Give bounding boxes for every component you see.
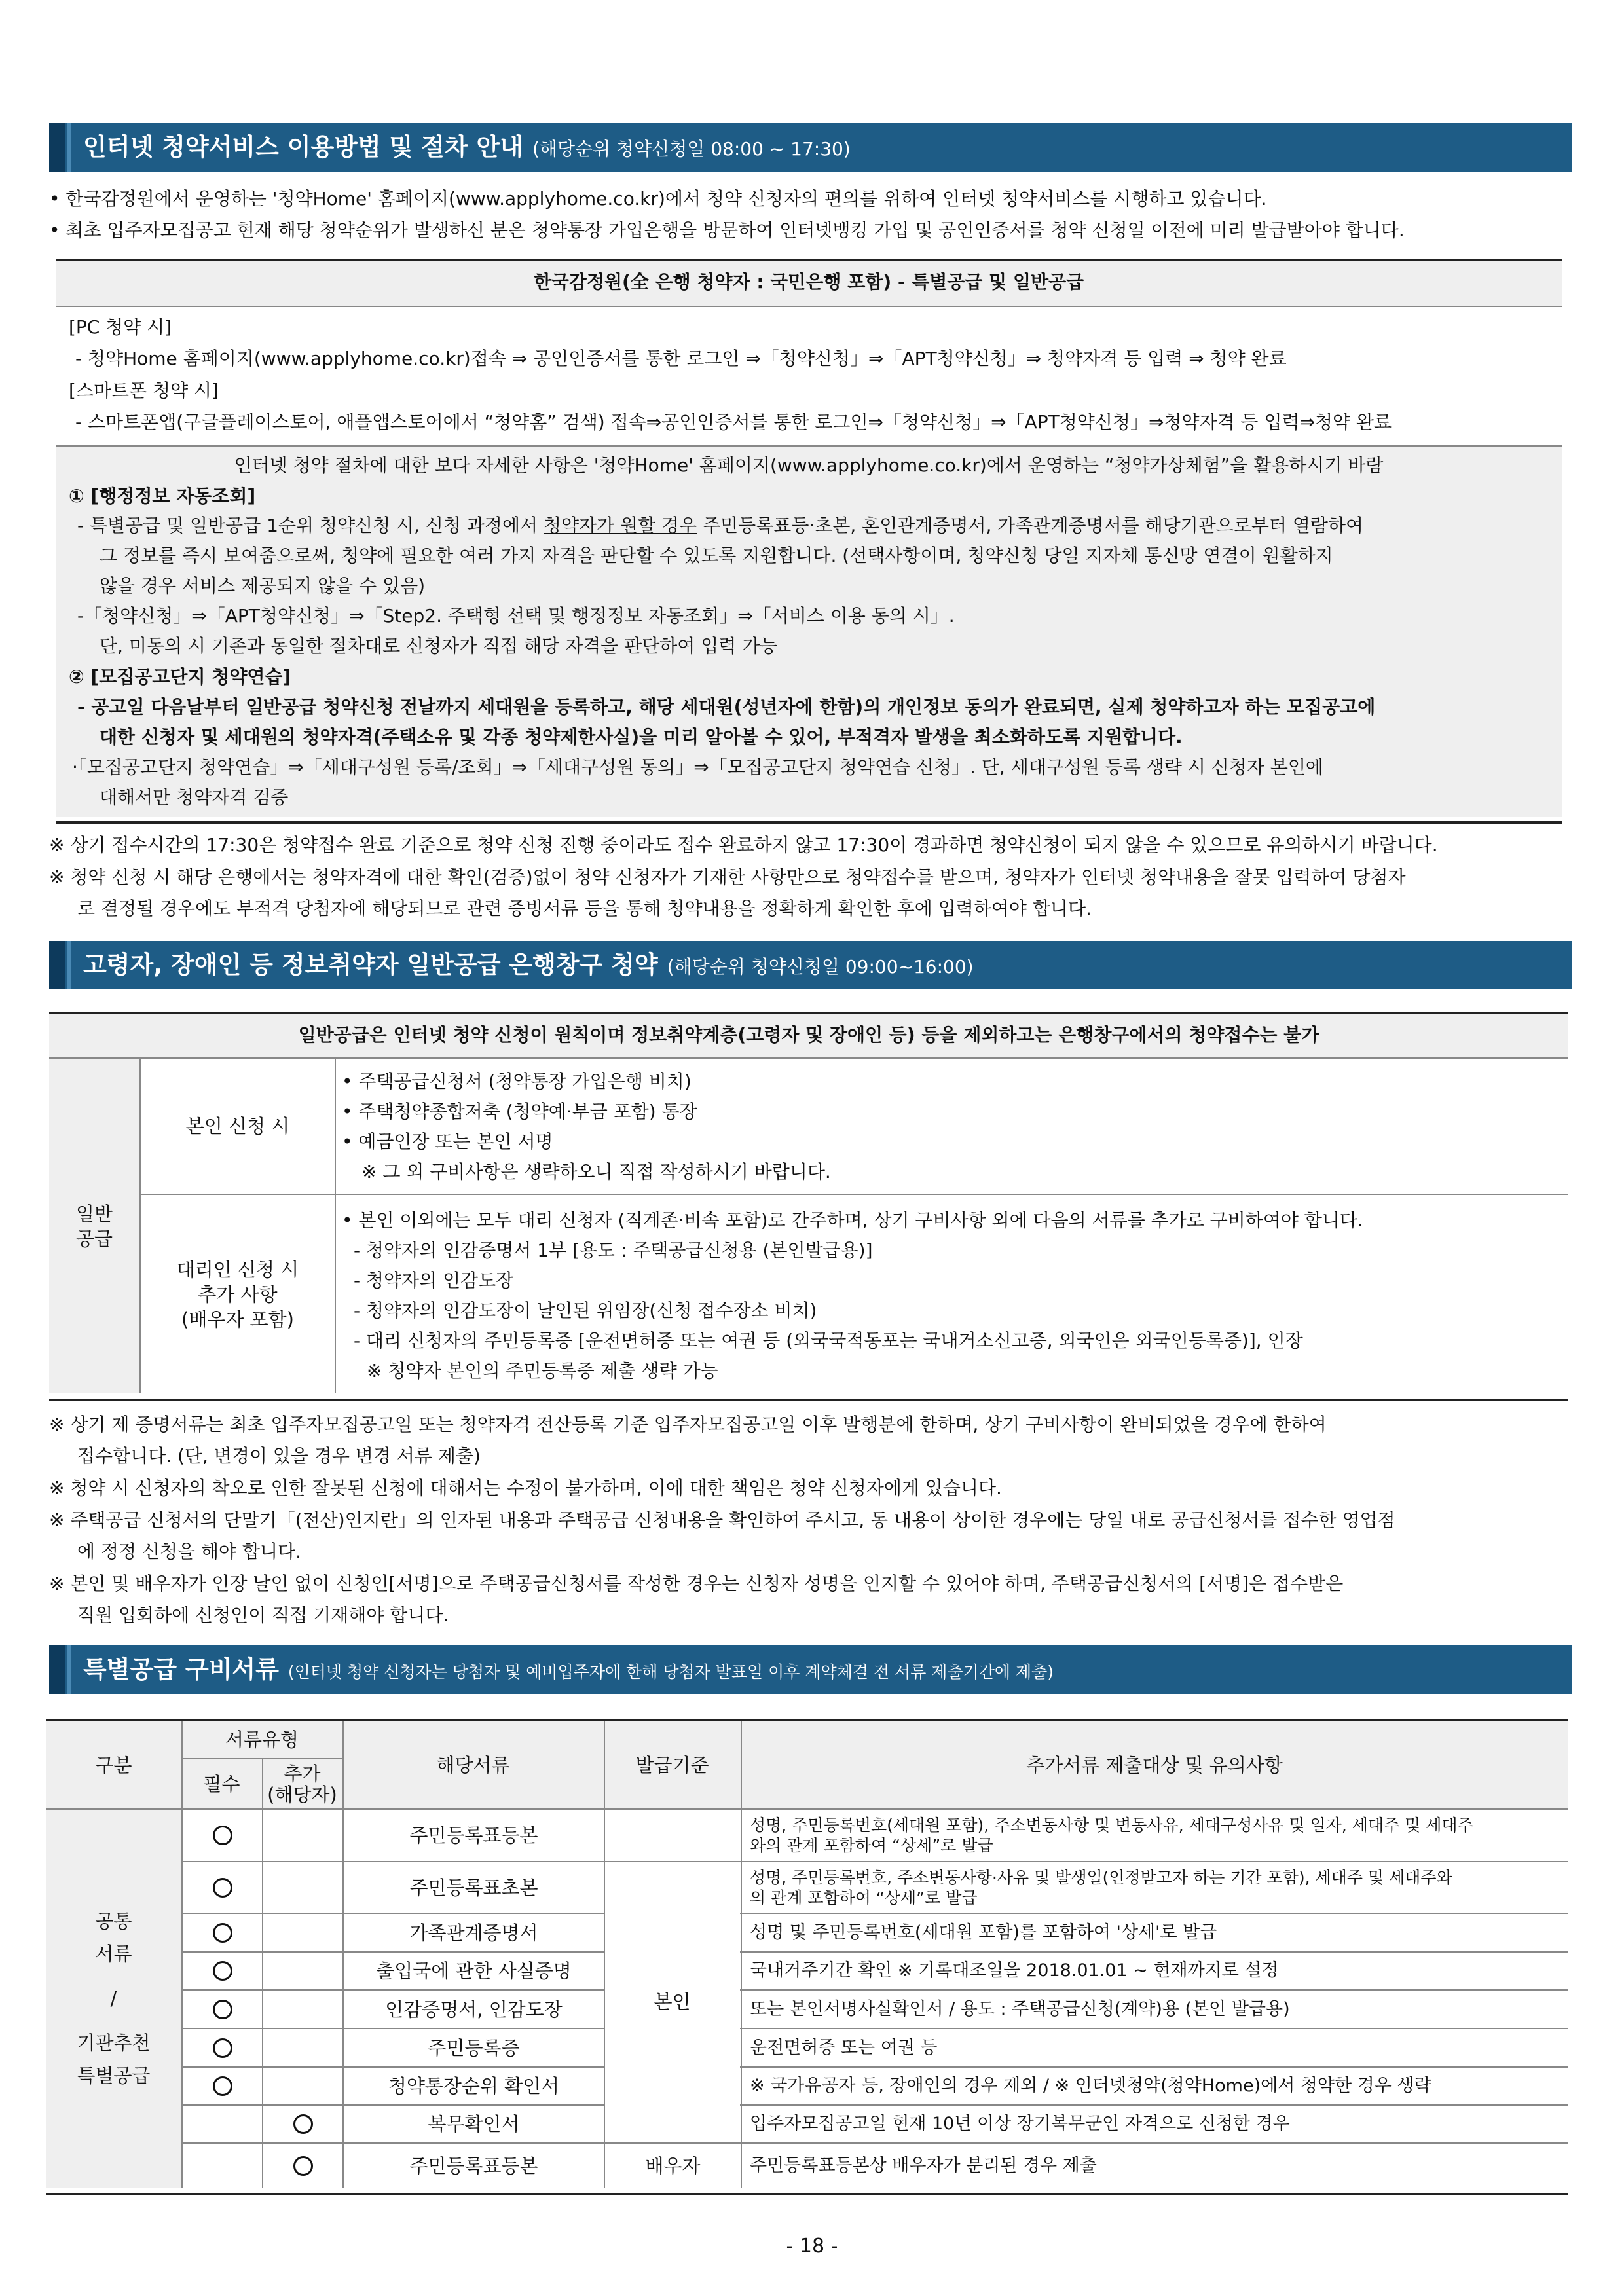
header-additional: 추가 (해당자) — [267, 1762, 337, 1806]
self-item: • 예금인장 또는 본인 서명 — [342, 1131, 553, 1152]
note-cell — [750, 2106, 1562, 2142]
note-cell — [750, 2029, 1562, 2066]
required-mark — [183, 1914, 262, 1951]
additional-mark — [263, 1810, 342, 1861]
agent-item: - 청약자의 인감도장이 날인된 위임장(신청 접수장소 비치) — [354, 1300, 817, 1321]
header-basis: 발급기준 — [635, 1753, 709, 1776]
header-doc-type: 서류유형 — [225, 1729, 299, 1751]
note-cell — [750, 2144, 1562, 2188]
document-name: 주민등록표초본 — [409, 1876, 538, 1899]
box-header: 한국감정원(全 은행 청약자 : 국민은행 포함) - 특별공급 및 일반공급 — [533, 271, 1084, 293]
agent-item: - 대리 신청자의 주민등록증 [운전면허증 또는 여권 등 (외국국적동포는 국내거소신고증, 외국인은 외국인등록증)], 인장 — [354, 1330, 1303, 1351]
note-line: 와의 관계 포함하여 “상세”로 발급 — [750, 1836, 993, 1855]
note-text: ※ 본인 및 배우자가 인장 날인 없이 신청인[서명]으로 주택공급신청서를 작성한 경우는 신청자 성명을 인지할 수 있어야 하며, 주택공급신청서의 [서명]은 접수받은 — [49, 1573, 1344, 1594]
circle-mark-icon — [213, 1826, 232, 1845]
group-label: 공통 서류 / 기관추천 특별공급 — [77, 1909, 151, 2087]
circle-mark-icon — [213, 2038, 232, 2058]
required-mark — [183, 1810, 262, 1861]
item1-title: ① [행정정보 자동조회] — [69, 485, 256, 507]
note-text: 로 결정될 경우에도 부적격 당첨자에 해당되므로 관련 증빙서류 등을 통해 청약내용을 정확하게 확인한 후에 입력하여야 합니다. — [77, 898, 1092, 919]
section-title: 특별공급 구비서류 — [83, 1655, 279, 1683]
bullet-text: • 한국감정원에서 운영하는 '청약Home' 홈페이지(www.applyhome.co.kr)에서 청약 신청자의 편의를 위하여 인터넷 청약서비스를 시행하고 있습니다. — [49, 188, 1267, 210]
item2-text: 대해서만 청약자격 검증 — [100, 786, 289, 808]
header-notes: 추가서류 제출대상 및 유의사항 — [1026, 1753, 1283, 1776]
note-line: ※ 국가유공자 등, 장애인의 경우 제외 / ※ 인터넷청약(청약Home)에서 청약한 경우 생략 — [750, 2076, 1431, 2096]
circle-mark-icon — [293, 2114, 313, 2134]
circle-mark-icon — [213, 1961, 232, 1981]
note-text: ※ 청약 시 신청자의 착오로 인한 잘못된 신청에 대해서는 수정이 불가하며, 이에 대한 책임은 청약 신청자에게 있습니다. — [49, 1477, 1002, 1499]
circle-mark-icon — [213, 1923, 232, 1943]
agent-item: - 청약자의 인감도장 — [354, 1270, 514, 1291]
section-header-special-supply-docs — [49, 1645, 1572, 1694]
note-cell — [750, 1810, 1562, 1861]
document-name: 복무확인서 — [428, 2113, 520, 2135]
item2-text: - 공고일 다음날부터 일반공급 청약신청 전날까지 세대원을 등록하고, 해당 세대원(성년자에 한함)의 개인정보 동의가 완료되면, 실제 청약하고자 하는 모집공고에 — [77, 696, 1376, 718]
agent-apply-label: 대리인 신청 시 추가 사항 (배우자 포함) — [176, 1258, 299, 1331]
section-header-internet-application — [49, 123, 1572, 172]
header-required: 필수 — [203, 1772, 240, 1795]
additional-mark — [263, 2106, 342, 2142]
document-name: 주민등록증 — [428, 2036, 520, 2059]
note-line: 성명 및 주민등록번호(세대원 포함)를 포함하여 '상세'로 발급 — [750, 1922, 1217, 1943]
additional-mark — [263, 1953, 342, 1989]
note-line: 성명, 주민등록번호, 주소변동사항·사유 및 발생일(인정받고자 하는 기간 포함), 세대주 및 세대주와 — [750, 1867, 1452, 1887]
table-header: 일반공급은 인터넷 청약 신청이 원칙이며 정보취약계층(고령자 및 장애인 등) 등을 제외하고는 은행창구에서의 청약접수는 불가 — [298, 1024, 1320, 1046]
note-text: 접수합니다. (단, 변경이 있을 경우 변경 서류 제출) — [77, 1445, 481, 1467]
note-line: 운전면허증 또는 여권 등 — [750, 2037, 938, 2058]
item2-text: ·「모집공고단지 청약연습」⇒「세대구성원 등록/조회」⇒「세대구성원 동의」⇒「모집공고단지 청약연습 신청」. 단, 세대구성원 등록 생략 시 신청자 본인에 — [72, 756, 1323, 778]
document-name: 출입국에 관한 사실증명 — [376, 1960, 572, 1982]
required-mark — [183, 1953, 262, 1989]
note-text: ※ 청약 신청 시 해당 은행에서는 청약자격에 대한 확인(검증)없이 청약 신청자가 기재한 사항만으로 청약접수를 받으며, 청약자가 인터넷 청약내용을 잘못 입력하여 당첨자 — [49, 866, 1406, 888]
note-cell — [750, 1991, 1562, 2028]
document-name: 청약통장순위 확인서 — [388, 2075, 560, 2097]
header-document: 해당서류 — [436, 1753, 510, 1776]
mobile-label: [스마트폰 청약 시] — [69, 380, 219, 401]
self-item: • 주택청약종합저축 (청약예·부금 포함) 통장 — [342, 1101, 697, 1122]
note-line: 주민등록표등본상 배우자가 분리된 경우 제출 — [750, 2155, 1097, 2176]
note-line: 국내거주기간 확인 ※ 기록대조일을 2018.01.01 ~ 현재까지로 설정 — [750, 1960, 1279, 1981]
document-name: 가족관계증명서 — [409, 1921, 538, 1944]
pc-steps: - 청약Home 홈페이지(www.applyhome.co.kr)접속 ⇒ 공인인증서를 통한 로그인 ⇒「청약신청」⇒「APT청약신청」⇒ 청약자격 등 입력 ⇒ 청약 완료 — [75, 348, 1287, 369]
item1-text: 단, 미동의 시 기존과 동일한 절차대로 신청자가 직접 해당 자격을 판단하여 입력 가능 — [100, 635, 778, 657]
note-text: 직원 입회하에 신청인이 직접 기재해야 합니다. — [77, 1604, 449, 1626]
additional-mark — [263, 2068, 342, 2104]
gray-intro: 인터넷 청약 절차에 대한 보다 자세한 사항은 '청약Home' 홈페이지(www.applyhome.co.kr)에서 운영하는 “청약가상체험”을 활용하시기 바람 — [234, 454, 1384, 476]
item1-text: 그 정보를 즉시 보여줌으로써, 청약에 필요한 여러 가지 자격을 판단할 수 있도록 지원합니다. (선택사항이며, 청약신청 당일 지자체 통신망 연결이 원활하지 — [100, 545, 1333, 566]
note-line: 의 관계 포함하여 “상세”로 발급 — [750, 1888, 978, 1907]
section-subtitle: (해당순위 청약신청일 08:00 ~ 17:30) — [532, 138, 851, 160]
required-mark — [183, 1862, 262, 1913]
additional-mark — [263, 2144, 342, 2188]
document-name: 인감증명서, 인감도장 — [385, 1998, 563, 2021]
agent-item: • 본인 이외에는 모두 대리 신청자 (직계존·비속 포함)로 간주하며, 상기 구비사항 외에 다음의 서류를 추가로 구비하여야 합니다. — [342, 1209, 1363, 1231]
circle-mark-icon — [213, 2000, 232, 2019]
item1-underlined: 청약자가 원할 경우 — [543, 515, 697, 536]
note-line: 성명, 주민등록번호(세대원 포함), 주소변동사항 및 변동사유, 세대구성사유 및 일자, 세대주 및 세대주 — [750, 1816, 1473, 1835]
section-title: 인터넷 청약서비스 이용방법 및 절차 안내 — [83, 133, 524, 161]
document-name: 주민등록표등본 — [409, 2154, 538, 2177]
required-mark — [183, 1991, 262, 2028]
note-text: ※ 상기 제 증명서류는 최초 입주자모집공고일 또는 청약자격 전산등록 기준 입주자모집공고일 이후 발행분에 한하며, 상기 구비사항이 완비되었을 경우에 한하여 — [49, 1414, 1327, 1435]
note-cell — [750, 1953, 1562, 1989]
item2-title: ② [모집공고단지 청약연습] — [69, 666, 291, 688]
item1-text: 주민등록표등·초본, 혼인관계증명서, 가족관계증명서를 해당기관으로부터 열람하여 — [697, 515, 1364, 536]
item2-text: 대한 신청자 및 세대원의 청약자격(주택소유 및 각종 청약제한사실)을 미리 알아볼 수 있어, 부적격자 발생을 최소화하도록 지원합니다. — [100, 726, 1183, 748]
self-apply-label: 본인 신청 시 — [185, 1115, 290, 1137]
item1-text: - 특별공급 및 일반공급 1순위 청약신청 시, 신청 과정에서 — [77, 515, 544, 536]
agent-item: ※ 청약자 본인의 주민등록증 제출 생략 가능 — [367, 1360, 718, 1382]
page-number: - 18 - — [786, 2235, 838, 2258]
basis-value: 배우자 — [605, 2144, 741, 2188]
required-mark — [183, 2144, 262, 2188]
note-line: 또는 본인서명사실확인서 / 용도 : 주택공급신청(계약)용 (본인 발급용) — [750, 1998, 1290, 2019]
bullet-text: • 최초 입주자모집공고 현재 해당 청약순위가 발생하신 분은 청약통장 가입은행을 방문하여 인터넷뱅킹 가입 및 공인인증서를 청약 신청일 이전에 미리 발급받아야 합니다. — [49, 219, 1405, 241]
note-cell — [750, 1862, 1562, 1913]
group-label: 일반 공급 — [75, 1202, 113, 1250]
section-header-bank-counter — [49, 941, 1572, 989]
pc-label: [PC 청약 시] — [69, 316, 172, 338]
note-cell — [750, 1914, 1562, 1951]
item1-text: 않을 경우 서비스 제공되지 않을 수 있음) — [100, 575, 426, 597]
additional-mark — [263, 1914, 342, 1951]
section-subtitle: (인터넷 청약 신청자는 당첨자 및 예비입주자에 한해 당첨자 발표일 이후 계약체결 전 서류 제출기간에 제출) — [287, 1662, 1054, 1681]
section-subtitle: (해당순위 청약신청일 09:00~16:00) — [667, 956, 974, 978]
section-title: 고령자, 장애인 등 정보취약자 일반공급 은행창구 청약 — [83, 951, 658, 979]
self-item: ※ 그 외 구비사항은 생략하오니 직접 작성하시기 바랍니다. — [361, 1161, 831, 1183]
additional-mark — [263, 1862, 342, 1913]
document-name: 주민등록표등본 — [409, 1824, 538, 1846]
required-mark — [183, 2068, 262, 2104]
note-text: ※ 주택공급 신청서의 단말기「(전산)인지란」의 인자된 내용과 주택공급 신청내용을 확인하여 주시고, 동 내용이 상이한 경우에는 당일 내로 공급신청서를 접수한 영업점 — [49, 1509, 1395, 1531]
header-category: 구분 — [95, 1753, 132, 1776]
note-text: ※ 상기 접수시간의 17:30은 청약접수 완료 기준으로 청약 신청 진행 중이라도 접수 완료하지 않고 17:30이 경과하면 청약신청이 되지 않을 수 있으므로 유의하시기 바랍니다. — [49, 834, 1438, 856]
agent-item: - 청약자의 인감증명서 1부 [용도 : 주택공급신청용 (본인발급용)] — [354, 1239, 873, 1261]
note-cell — [750, 2068, 1562, 2104]
item1-text: -「청약신청」⇒「APT청약신청」⇒「Step2. 주택형 선택 및 행정정보 자동조회」⇒「서비스 이용 동의 시」. — [77, 605, 955, 627]
self-item: • 주택공급신청서 (청약통장 가입은행 비치) — [342, 1071, 692, 1092]
required-mark — [183, 2029, 262, 2066]
additional-mark — [263, 1991, 342, 2028]
note-text: 에 정정 신청을 해야 합니다. — [77, 1541, 302, 1562]
circle-mark-icon — [213, 1878, 232, 1898]
additional-mark — [263, 2029, 342, 2066]
required-mark — [183, 2106, 262, 2142]
basis-self: 본인 — [654, 1991, 691, 2013]
mobile-steps: - 스마트폰앱(구글플레이스토어, 애플앱스토어에서 “청약홈” 검색) 접속⇒공인인증서를 통한 로그인⇒「청약신청」⇒「APT청약신청」⇒청약자격 등 입력⇒청약 완료 — [75, 411, 1392, 433]
circle-mark-icon — [293, 2156, 313, 2176]
circle-mark-icon — [213, 2076, 232, 2096]
note-line: 입주자모집공고일 현재 10년 이상 장기복무군인 자격으로 신청한 경우 — [750, 2114, 1290, 2134]
